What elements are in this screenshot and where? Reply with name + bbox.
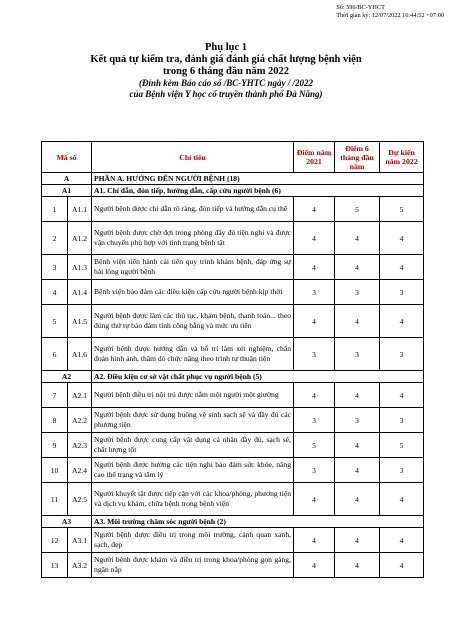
attachment-note: (Đính kèm Báo cáo số /BC-YHTC ngày / /2022 [138, 78, 313, 88]
score-6-months: 4 [335, 528, 380, 553]
row-title: A2. Điều kiện cơ sở vật chất phục vụ người bệnh (5) [92, 371, 424, 383]
row-criterion: Người bệnh được khám và điều trị trong khoa/phòng gọn gàng, ngăn nắp [92, 553, 294, 578]
row-code: A2.4 [68, 458, 92, 483]
score-forecast-2022: 4 [380, 528, 424, 553]
row-code: A1.6 [68, 338, 92, 371]
table-row [42, 553, 424, 578]
signature-stamp [336, 4, 444, 19]
row-number: 9 [42, 433, 68, 458]
row-criterion: Bệnh viện bảo đảm các điều kiện cấp cứu người bệnh kịp thời [92, 280, 294, 305]
score-6-months: 4 [335, 305, 380, 338]
row-number: 1 [42, 197, 68, 222]
row-number: 11 [42, 483, 68, 516]
row-criterion: Người bệnh được sử dụng buồng vệ sinh sạch sẽ và đầy đủ các phương tiện [92, 408, 294, 433]
report-period: trong 6 tháng đầu năm 2022 [162, 66, 290, 77]
col-diem-2021: Điểm năm 2021 [294, 142, 335, 173]
col-ma-so: Mã số [42, 142, 92, 173]
score-2021: 4 [294, 383, 335, 408]
score-6-months: 4 [335, 255, 380, 280]
score-6-months: 4 [335, 553, 380, 578]
row-code: A3.2 [68, 553, 92, 578]
table-row [42, 222, 424, 255]
score-2021: 4 [294, 528, 335, 553]
score-2021: 3 [294, 408, 335, 433]
score-2021: 4 [294, 255, 335, 280]
document-header [0, 42, 452, 100]
score-2021: 3 [294, 280, 335, 305]
score-6-months: 3 [335, 338, 380, 371]
score-2021: 4 [294, 553, 335, 578]
score-2021: 4 [294, 305, 335, 338]
report-title: Kết quả tự kiểm tra, đánh giá đánh giá chất lượng bệnh viện [90, 54, 362, 65]
document-number: Số: 596/BC-YHCT [336, 4, 385, 11]
row-criterion: Người bệnh được điều trị trong môi trường, cảnh quan xanh, sạch, đẹp [92, 528, 294, 553]
row-code: A1.1 [68, 197, 92, 222]
row-code: A1.2 [68, 222, 92, 255]
row-code: A2.1 [68, 383, 92, 408]
row-title: A3. Môi trường chăm sóc người bệnh (2) [92, 516, 424, 528]
quality-table [41, 141, 424, 578]
signing-time: Thời gian ký: 12/07/2022 16:44:52 +07:00 [336, 11, 444, 19]
row-number: 6 [42, 338, 68, 371]
row-criterion: Người bệnh được chờ đợi trong phòng đầy đủ tiện nghi và được vận chuyển phù hợp với tình trạng bệnh tật [92, 222, 294, 255]
table-row [42, 338, 424, 371]
row-number: 8 [42, 408, 68, 433]
table-body [42, 173, 424, 578]
row-code: A3.1 [68, 528, 92, 553]
hospital-note: của Bệnh viện Y học cổ truyền thành phố Đà Nẵng) [129, 89, 323, 99]
row-number: 4 [42, 280, 68, 305]
row-number: 12 [42, 528, 68, 553]
row-code: A1 [42, 185, 92, 197]
row-criterion: Người bệnh được cung cấp vật dụng cá nhân đầy đủ, sạch sẽ, chất lượng tốt [92, 433, 294, 458]
row-number: 3 [42, 255, 68, 280]
row-number: 7 [42, 383, 68, 408]
row-code: A2.5 [68, 483, 92, 516]
table-row [42, 483, 424, 516]
row-title: A1. Chỉ dẫn, đón tiếp, hướng dẫn, cấp cứu người bệnh (6) [92, 185, 424, 197]
col-chi-tieu: Chỉ tiêu [92, 142, 294, 173]
row-number: 10 [42, 458, 68, 483]
score-6-months: 3 [335, 280, 380, 305]
col-diem-6-thang: Điểm 6 tháng đầu năm [335, 142, 380, 173]
score-2021: 4 [294, 222, 335, 255]
score-forecast-2022: 4 [380, 305, 424, 338]
row-code: A2.3 [68, 433, 92, 458]
group-row [42, 371, 424, 383]
score-6-months: 4 [335, 458, 380, 483]
table-header-row [42, 142, 424, 173]
row-code: A1.5 [68, 305, 92, 338]
score-6-months: 5 [335, 197, 380, 222]
table-row [42, 255, 424, 280]
row-code: A1.3 [68, 255, 92, 280]
row-number: 13 [42, 553, 68, 578]
score-2021: 4 [294, 483, 335, 516]
row-criterion: Người bệnh được hưởng các tiện nghi bảo đảm sức khỏe, nâng cao thể trạng và tâm lý [92, 458, 294, 483]
score-6-months: 3 [335, 408, 380, 433]
score-forecast-2022: 3 [380, 280, 424, 305]
row-title: PHẦN A. HƯỚNG ĐẾN NGƯỜI BỆNH (18) [92, 173, 424, 185]
score-6-months: 4 [335, 483, 380, 516]
row-number: 5 [42, 305, 68, 338]
score-6-months: 4 [335, 433, 380, 458]
score-forecast-2022: 3 [380, 408, 424, 433]
row-code: A1.4 [68, 280, 92, 305]
score-forecast-2022: 4 [380, 383, 424, 408]
row-code: A2.2 [68, 408, 92, 433]
row-code: A3 [42, 516, 92, 528]
score-forecast-2022: 3 [380, 458, 424, 483]
table-row [42, 528, 424, 553]
score-forecast-2022: 4 [380, 483, 424, 516]
score-forecast-2022: 4 [380, 222, 424, 255]
score-forecast-2022: 3 [380, 338, 424, 371]
row-criterion: Người bệnh được hướng dẫn và bố trí làm xét nghiệm, chẩn đoán hình ảnh, thăm dò chức năng theo trình tự thuận tiện [92, 338, 294, 371]
row-code: A2 [42, 371, 92, 383]
score-2021: 3 [294, 338, 335, 371]
table-row [42, 408, 424, 433]
table-row [42, 305, 424, 338]
table-row [42, 280, 424, 305]
score-2021: 3 [294, 458, 335, 483]
row-criterion: Người bệnh điều trị nội trú được nằm một người một giường [92, 383, 294, 408]
score-6-months: 4 [335, 222, 380, 255]
row-criterion: Bệnh viện tiến hành cải tiến quy trình khám bệnh, đáp ứng sự hài lòng người bệnh [92, 255, 294, 280]
section-row [42, 173, 424, 185]
appendix-title: Phụ lục 1 [204, 42, 247, 53]
score-2021: 5 [294, 433, 335, 458]
table-row [42, 197, 424, 222]
table-row [42, 383, 424, 408]
table-row [42, 458, 424, 483]
score-forecast-2022: 4 [380, 255, 424, 280]
row-criterion: Người bệnh được làm các thủ tục, khám bệnh, thanh toán... theo đúng thứ tự bảo đảm tính công bằng và mức ưu tiên [92, 305, 294, 338]
group-row [42, 185, 424, 197]
row-code: A [42, 173, 92, 185]
row-criterion: Người bệnh được chỉ dẫn rõ ràng, đón tiếp và hướng dẫn cụ thể [92, 197, 294, 222]
group-row [42, 516, 424, 528]
score-2021: 4 [294, 197, 335, 222]
score-forecast-2022: 4 [380, 553, 424, 578]
score-forecast-2022: 5 [380, 433, 424, 458]
table-row [42, 433, 424, 458]
score-6-months: 4 [335, 383, 380, 408]
score-forecast-2022: 5 [380, 197, 424, 222]
col-du-kien-2022: Dự kiến năm 2022 [380, 142, 424, 173]
row-criterion: Người khuyết tật được tiếp cận với các khoa/phòng, phương tiện và dịch vụ khám, chữa bệnh trong bệnh viện [92, 483, 294, 516]
row-number: 2 [42, 222, 68, 255]
